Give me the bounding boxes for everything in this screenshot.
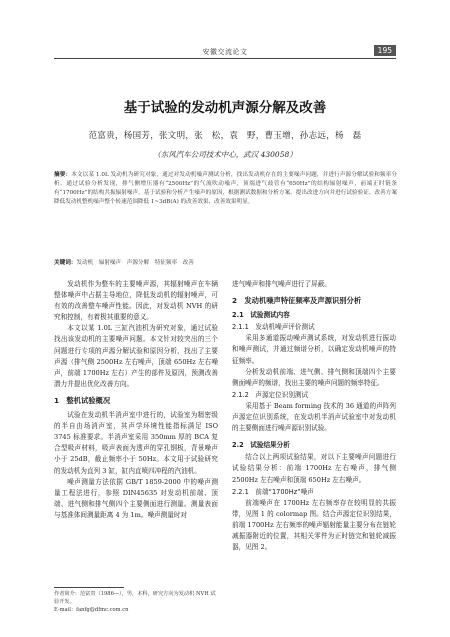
footnote-email: E-mail：fanfg@dfmc.com.cn xyxy=(54,607,129,614)
abstract xyxy=(54,171,397,207)
section-1-paragraph-1: 试验在发动机半消声室中进行的，试验室为精密级的半自由场消声室，其声学环境性能指标满足 ISO 3745 标准要求。半消声室采用 350mm 厚的 BCA 复合型吸声材料，吸声表面为透声的穿孔钢板，背景噪声小于 25dB，截止频率小于 50Hz。本文用于试验研究的发动机为直列 3 缸，缸内直喷四冲程的汽油机。 xyxy=(54,411,218,475)
paper-title: 基于试验的发动机声源分解及改善 xyxy=(123,100,327,116)
section-2-2-1-heading: 2.2.1 前端“1700Hz”噪声 xyxy=(232,487,314,496)
section-2-2-paragraph-1: 结合以上两项试验结果，对以下主要噪声问题进行试验结果分析：前端 1700Hz 左右噪声，排气侧 2500Hz 左右噪声和顶端 650Hz 左右噪声。 xyxy=(232,453,396,484)
author-list: 范富贵，杨国芳，张文明，张 松，袁 野，曹玉增，孙志远，杨 磊 xyxy=(88,131,362,141)
footnote-rule xyxy=(54,587,124,588)
section-2-1-2-heading: 2.1.2 声源定位识别测试 xyxy=(232,390,309,399)
intro-paragraph-1: 发动机作为整车的主要噪声源，其辐射噪声在车辆整体噪声中占据主导地位，降低发动机的辐射噪声，可有效的改善整车噪声性能。因此，对发动机 NVH 的研究和控制，有着极其重要的意义。 xyxy=(54,280,218,322)
footnote-bio: 作者简介：范富贵（1986—），男，本科，研究方向为发动机 NVH 试验开发。 xyxy=(54,591,216,606)
left-column xyxy=(54,279,218,521)
section-2-1-1-heading: 2.1.1 发动机噪声评价测试 xyxy=(232,323,315,332)
section-1-paragraph-2: 噪声测量方法依据 GB/T 1859-2000 中的噪声测量工程法进行，参照 DIN45635 对发动机前端、顶端、进气侧和排气侧四个主要侧面进行测量。测量表面与基准体间测量距离 4 为 1m。噪声测量时对 xyxy=(54,477,218,519)
section-2-1-2-paragraph-1: 采用基于 Beam forming 技术的 36 通道的声阵列声源定位识别系统，在发动机半消声试验室中对发动机的主要侧面进行噪声源识别试验。 xyxy=(232,401,396,433)
affiliation: （东风汽车公司技术中心，武汉 430058） xyxy=(153,150,297,159)
header-rule xyxy=(54,58,396,59)
intro-paragraph-2: 本文以某 1.0L 三缸汽油机为研究对象，通过试验找出该发动机的主要噪声问题。本文针对较突出的三个问题进行专项的声源分解试验和原因分析，找出了主要声源（排气侧 2500Hz 左右噪声，顶端 650Hz 左右噪声，前端 1700Hz 左右）产生的部件及原因，预测改善潜力并提出优化改善方向。 xyxy=(54,324,218,388)
section-2-1-1-paragraph-2: 分析发动机前端、进气侧、排气侧和顶端四个主要侧面噪声的频谱，找出主要的噪声问题的频率特征。 xyxy=(232,367,396,387)
abstract-label: 摘要： xyxy=(54,172,72,178)
page-number: 195 xyxy=(374,45,396,56)
right-column xyxy=(232,279,396,553)
section-2-1-heading: 2.1 试验测试内容 xyxy=(232,311,290,320)
section-2-2-1-paragraph-1: 前端噪声在 1700Hz 左右频率存在较明显的共振带，见图 1 的 colormap 图。结合声源定位识别结果，前端 1700Hz 左右频率的噪声辐射能量主要分布在链轮减振器附近的位置，其相关零件为正时链完和链轮减振器，见图 2。 xyxy=(232,498,396,552)
continued-paragraph: 进气噪声和排气噪声进行了屏蔽。 xyxy=(232,280,331,288)
keywords-label: 关键词： xyxy=(54,260,77,266)
keywords-text: 发动机 辐射噪声 声源分解 特征频率 改善 xyxy=(76,260,194,266)
section-2-2-heading: 2.2 试验结果分析 xyxy=(232,441,290,450)
section-2-1-1-paragraph-1: 采用多通道振动噪声测试系统，对发动机进行振动和噪声测试，并通过频谱分析，以确定发动机噪声的特征频率。 xyxy=(232,334,396,365)
author-footnote xyxy=(54,590,218,615)
running-header: 安徽交流论文 xyxy=(202,48,248,56)
keywords xyxy=(54,258,397,266)
abstract-text: 本文以某 1.0L 发动机为研究对象，通过对发动机噪声测试分析，找出发动机存在的主要噪声问题，并进行声源分解试验和频率分析。通过试验分析发现，排气侧增压器有“2500Hz”的气流吹动噪声，顶端进气歧管有“650Hz”的结构辐射噪声，前端正时链条有“1700Hz”的结构共振辐射噪声。基于试验和分析产生噪声的原因，根据测试数据和分析方案，提出改进方向并进行试验验证。改善方案降低发动机整机噪声整个转速范围降低 1~3dB(A) 的改善效果，改善效果明显。 xyxy=(54,172,397,205)
section-1-heading: 1 整机试验概况 xyxy=(54,395,111,405)
section-2-heading: 2 发动机噪声特征频率及声源识别分析 xyxy=(232,296,362,306)
